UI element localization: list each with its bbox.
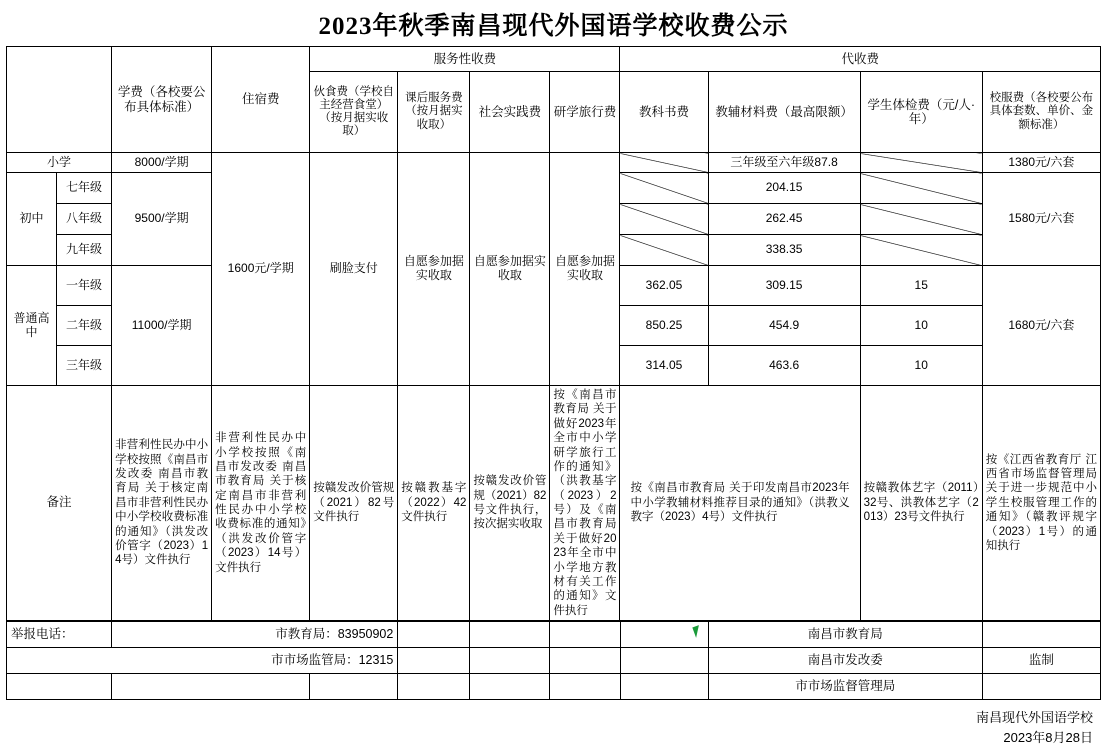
header-uniform: 校服费（各校要公布具体套数、单价、金额标准）	[982, 72, 1100, 153]
remark-textbook-material: 按《南昌市教育局 关于印发南昌市2023年中小学教辅材料推荐目录的通知》（洪教义教字（2023）4号）文件执行	[620, 386, 860, 621]
remark-practice: 按赣发改价管规（2021）82号文件执行，按次据实收取	[470, 386, 550, 621]
footer-blank-10	[7, 674, 112, 700]
textbook-s3: 314.05	[620, 346, 708, 386]
edu-bureau-phone: 市教育局：83950902	[112, 622, 398, 648]
material-g7: 204.15	[708, 173, 860, 204]
remark-label: 备注	[7, 386, 112, 621]
footer-blank-15	[550, 674, 620, 700]
remark-uniform: 按《江西省教育厅 江西省市场监督管理局关于进一步规范中小学生校服管理工作的通知》（赣教评规字（2023）1号）的通知执行	[982, 386, 1100, 621]
table-row	[7, 153, 1101, 173]
meal-all: 刷脸支付	[310, 153, 398, 386]
material-s2: 454.9	[708, 306, 860, 346]
footer-market-admin: 市市场监督管理局	[708, 674, 982, 700]
grade-s1: 一年级	[57, 266, 112, 306]
header-blank	[7, 47, 112, 153]
textbook-g7	[620, 173, 708, 204]
footer-row-2	[7, 648, 1101, 674]
header-boarding: 住宿费	[212, 47, 310, 153]
table-header-row-1	[7, 47, 1101, 72]
remark-boarding: 非营利性民办中小学校按照《南昌市发改委 南昌市教育局 关于核定南昌市非营利性民办中小学校收费标准的通知》（洪发改价管字（2023）14号）文件执行	[212, 386, 310, 621]
physical-s1: 15	[860, 266, 982, 306]
header-material: 教辅材料费（最高限额）	[708, 72, 860, 153]
footer-blank-12	[310, 674, 398, 700]
footer-row-3	[7, 674, 1101, 700]
textbook-g9	[620, 235, 708, 266]
grade-s3: 三年级	[57, 346, 112, 386]
header-meal: 伙食费（学校自主经营食堂）（按月据实收取）	[310, 72, 398, 153]
footer-supervise: 监制	[982, 648, 1100, 674]
footer-blank-5	[982, 622, 1100, 648]
header-studytour: 研学旅行费	[550, 72, 620, 153]
material-s3: 463.6	[708, 346, 860, 386]
stage-junior: 初中	[7, 173, 57, 266]
material-s1: 309.15	[708, 266, 860, 306]
remark-tuition: 非营利性民办中小学校按照《南昌市发改委 南昌市教育局 关于核定南昌市非营利性民办中小学校收费标准的通知》（洪发改价管字（2023）14号）文件执行	[112, 386, 212, 621]
remark-afterclass: 按赣教基字（2022）42文件执行	[398, 386, 470, 621]
page-title: 2023年秋季南昌现代外国语学校收费公示	[0, 0, 1107, 46]
physical-g7	[860, 173, 982, 204]
boarding-all: 1600元/学期	[212, 153, 310, 386]
remark-studytour: 按《南昌市教育局 关于做好2023年全市中小学研学旅行工作的通知》（洪教基字（2023）2号）及《南昌市教育局 关于做好2023年全市中小学地方教材有关工作的通知》文件执行	[550, 386, 620, 621]
uniform-senior: 1680元/六套	[982, 266, 1100, 386]
studytour-all: 自愿参加据实收取	[550, 153, 620, 386]
uniform-primary: 1380元/六套	[982, 153, 1100, 173]
footer-table	[6, 621, 1101, 700]
tuition-senior: 11000/学期	[112, 266, 212, 386]
remark-physical: 按赣教体艺字（2011）32号、洪教体艺字（2013）23号文件执行	[860, 386, 982, 621]
signature-block	[0, 708, 1107, 747]
footer-dev-commission: 南昌市发改委	[708, 648, 982, 674]
grade-g9: 九年级	[57, 235, 112, 266]
physical-s3: 10	[860, 346, 982, 386]
textbook-s2: 850.25	[620, 306, 708, 346]
footer-blank-17	[982, 674, 1100, 700]
header-group-agency: 代收费	[620, 47, 1101, 72]
textbook-primary	[620, 153, 708, 173]
footer-blank-16	[620, 674, 708, 700]
footer-blank-2	[470, 622, 550, 648]
physical-g9	[860, 235, 982, 266]
uniform-junior: 1580元/六套	[982, 173, 1100, 266]
stage-primary: 小学	[7, 153, 112, 173]
tuition-primary: 8000/学期	[112, 153, 212, 173]
footer-edu-bureau: 南昌市教育局	[708, 622, 982, 648]
textbook-s1: 362.05	[620, 266, 708, 306]
market-bureau-phone: 市市场监管局：12315	[7, 648, 398, 674]
material-g8: 262.45	[708, 204, 860, 235]
physical-s2: 10	[860, 306, 982, 346]
footer-row-1	[7, 622, 1101, 648]
footer-blank-14	[470, 674, 550, 700]
footer-blank-7	[470, 648, 550, 674]
header-group-service: 服务性收费	[310, 47, 620, 72]
grade-s2: 二年级	[57, 306, 112, 346]
remark-meal: 按赣发改价管规（2021）82号文件执行	[310, 386, 398, 621]
footer-blank-3	[550, 622, 620, 648]
material-primary: 三年级至六年级87.8	[708, 153, 860, 173]
hotline-label: 举报电话：	[7, 622, 112, 648]
signature-org: 南昌现代外国语学校	[0, 708, 1093, 728]
grade-g7: 七年级	[57, 173, 112, 204]
fee-table	[6, 46, 1101, 621]
header-practice: 社会实践费	[470, 72, 550, 153]
header-tuition: 学费（各校要公布具体标准）	[112, 47, 212, 153]
practice-all: 自愿参加据实收取	[470, 153, 550, 386]
physical-g8	[860, 204, 982, 235]
stage-senior: 普通高中	[7, 266, 57, 386]
grade-g8: 八年级	[57, 204, 112, 235]
footer-blank-1	[398, 622, 470, 648]
physical-primary	[860, 153, 982, 173]
header-textbook: 教科书费	[620, 72, 708, 153]
footer-blank-6	[398, 648, 470, 674]
afterclass-all: 自愿参加据实收取	[398, 153, 470, 386]
header-afterclass: 课后服务费（按月据实收取）	[398, 72, 470, 153]
remark-row	[7, 386, 1101, 621]
footer-blank-9	[620, 648, 708, 674]
footer-blank-11	[112, 674, 310, 700]
footer-blank-13	[398, 674, 470, 700]
header-physical: 学生体检费（元/人·年）	[860, 72, 982, 153]
textbook-g8	[620, 204, 708, 235]
material-g9: 338.35	[708, 235, 860, 266]
signature-date: 2023年8月28日	[0, 728, 1093, 747]
footer-blank-8	[550, 648, 620, 674]
tuition-junior: 9500/学期	[112, 173, 212, 266]
